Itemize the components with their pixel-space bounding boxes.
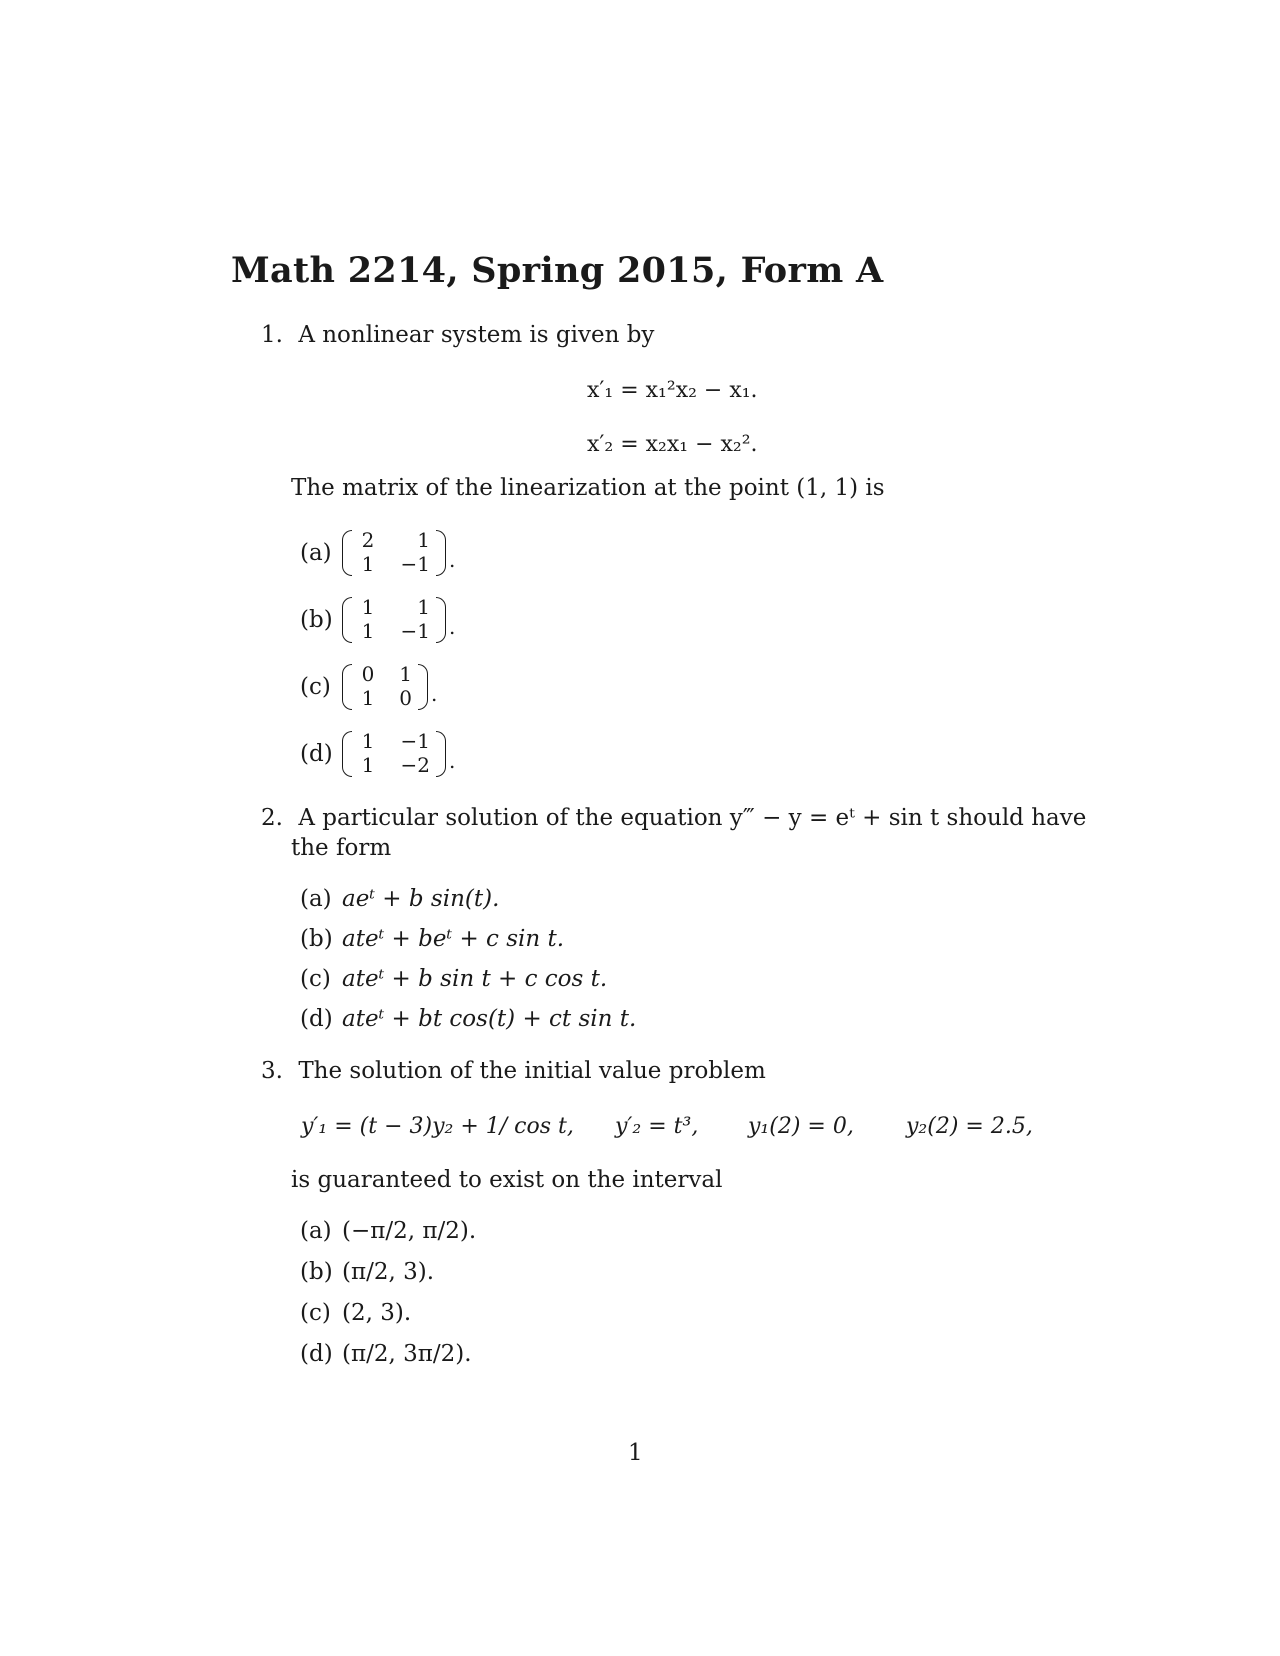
question-3-initial-1: y₁(2) = 0, [748, 1114, 854, 1139]
question-3-option-b[interactable]: (b) (π/2, 3). [300, 1259, 435, 1285]
question-3-intro [261, 1058, 766, 1084]
page-number: 1 [628, 1440, 643, 1466]
question-1-option-b[interactable]: (b) 1 1 1 −1 . [300, 595, 456, 643]
question-1-option-d[interactable]: (d) 1 −1 1 −2 . [300, 729, 456, 777]
question-2-option-b[interactable]: (b) ateᵗ + beᵗ + c sin t. [300, 926, 565, 952]
option-label: (b) [300, 607, 333, 633]
option-label: (a) [300, 540, 332, 566]
matrix: 1 −1 1 −2 [342, 729, 446, 779]
matrix: 1 1 1 −1 [342, 595, 446, 645]
question-1-option-c[interactable]: (c) 0 1 1 0 . [300, 662, 438, 710]
matrix: 0 1 1 0 [342, 662, 428, 712]
question-3-equation-1: y′₁ = (t − 3)y₂ + 1/ cos t, [301, 1114, 574, 1139]
question-3-intro-text: The solution of the initial value problem [298, 1058, 766, 1084]
question-2-option-c[interactable]: (c) ateᵗ + b sin t + c cos t. [300, 966, 608, 992]
question-2-number: 2. [261, 805, 283, 831]
question-1-equation-2: x′₂ = x₂x₁ − x₂². [587, 432, 758, 457]
option-label: (c) [300, 674, 331, 700]
question-2-option-d[interactable]: (d) ateᵗ + bt cos(t) + ct sin t. [300, 1006, 637, 1032]
question-1-intro-text: A nonlinear system is given by [298, 322, 655, 348]
question-2-text-line-1 [261, 805, 1086, 831]
question-3-followup: is guaranteed to exist on the interval [291, 1167, 723, 1193]
question-2-option-a[interactable]: (a) aeᵗ + b sin(t). [300, 886, 500, 912]
page-title: Math 2214, Spring 2015, Form A [231, 250, 884, 291]
option-label: (d) [300, 741, 333, 767]
question-2-text: A particular solution of the equation y‴ − y = eᵗ + sin t should have [298, 805, 1087, 831]
question-1-question: The matrix of the linearization at the point (1, 1) is [291, 475, 885, 501]
question-3-option-d[interactable]: (d) (π/2, 3π/2). [300, 1341, 472, 1367]
question-3-initial-2: y₂(2) = 2.5, [906, 1114, 1033, 1139]
question-1-option-a[interactable]: (a) 2 1 1 −1 . [300, 528, 456, 576]
question-2-text-line-2: the form [291, 835, 392, 861]
question-1-number: 1. [261, 322, 283, 348]
question-3-equation-2: y′₂ = t³, [615, 1114, 699, 1139]
question-3-option-c[interactable]: (c) (2, 3). [300, 1300, 412, 1326]
question-1-intro [261, 322, 654, 348]
question-1-equation-1: x′₁ = x₁²x₂ − x₁. [587, 378, 758, 403]
matrix: 2 1 1 −1 [342, 528, 446, 578]
question-3-option-a[interactable]: (a) (−π/2, π/2). [300, 1218, 477, 1244]
question-3-number: 3. [261, 1058, 283, 1084]
